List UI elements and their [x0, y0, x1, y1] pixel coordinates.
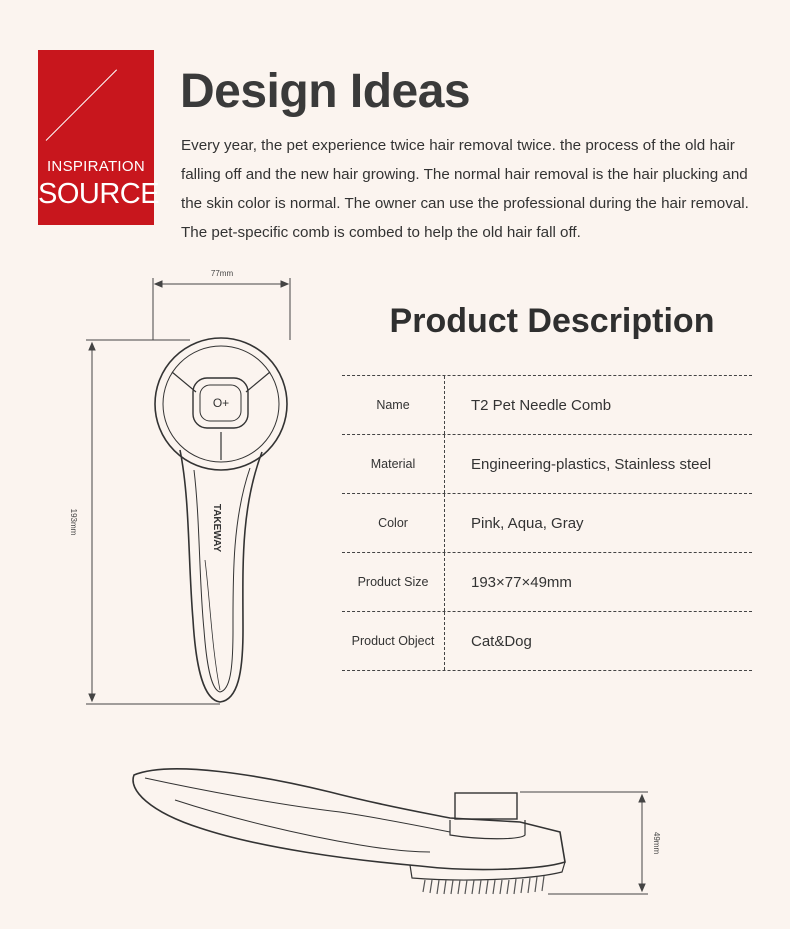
spec-label: Color	[342, 494, 445, 552]
spec-label: Name	[342, 376, 445, 434]
comb-side-body	[133, 769, 565, 880]
badge-line2: SOURCE	[38, 178, 160, 210]
comb-side-view	[120, 750, 680, 910]
width-label: 77mm	[210, 269, 234, 278]
spec-row-name	[342, 375, 752, 434]
spec-label: Product Object	[342, 612, 445, 670]
spec-value: 193×77×49mm	[471, 573, 572, 591]
spec-label: Product Size	[342, 553, 445, 611]
spec-value: Engineering-plastics, Stainless steel	[471, 455, 712, 473]
spec-value: Cat&Dog	[471, 632, 532, 650]
brand-label: TAKEWAY	[211, 503, 222, 553]
inspiration-badge	[38, 50, 160, 225]
spec-row-object	[342, 611, 752, 671]
intro-paragraph: Every year, the pet experience twice hair removal twice. the process of the old hair falling off and the new hair growing. The normal hair removal is the hair plucking and the skin color is normal. The owner can use the professional during the hair removal. The pet-specific comb is combed to help the old hair fall off.	[181, 137, 749, 241]
spec-value: Pink, Aqua, Gray	[471, 514, 584, 532]
height-label: 193mm	[69, 508, 78, 536]
spec-row-size	[342, 552, 752, 611]
comb-bristles	[423, 876, 544, 894]
spec-table	[342, 375, 752, 671]
page-title: Design Ideas	[180, 65, 471, 118]
width-dimension	[153, 278, 290, 340]
badge-line1: INSPIRATION	[46, 158, 146, 175]
spec-label: Material	[342, 435, 445, 493]
comb-front-view	[60, 260, 340, 720]
product-description-title: Product Description	[389, 302, 715, 340]
depth-dimension	[520, 792, 648, 894]
spec-row-material	[342, 434, 752, 493]
button-label: O+	[212, 396, 230, 410]
spec-row-color	[342, 493, 752, 552]
badge-diagonal-line	[46, 69, 117, 140]
spec-value: T2 Pet Needle Comb	[471, 396, 612, 414]
depth-label: 49mm	[652, 831, 661, 855]
